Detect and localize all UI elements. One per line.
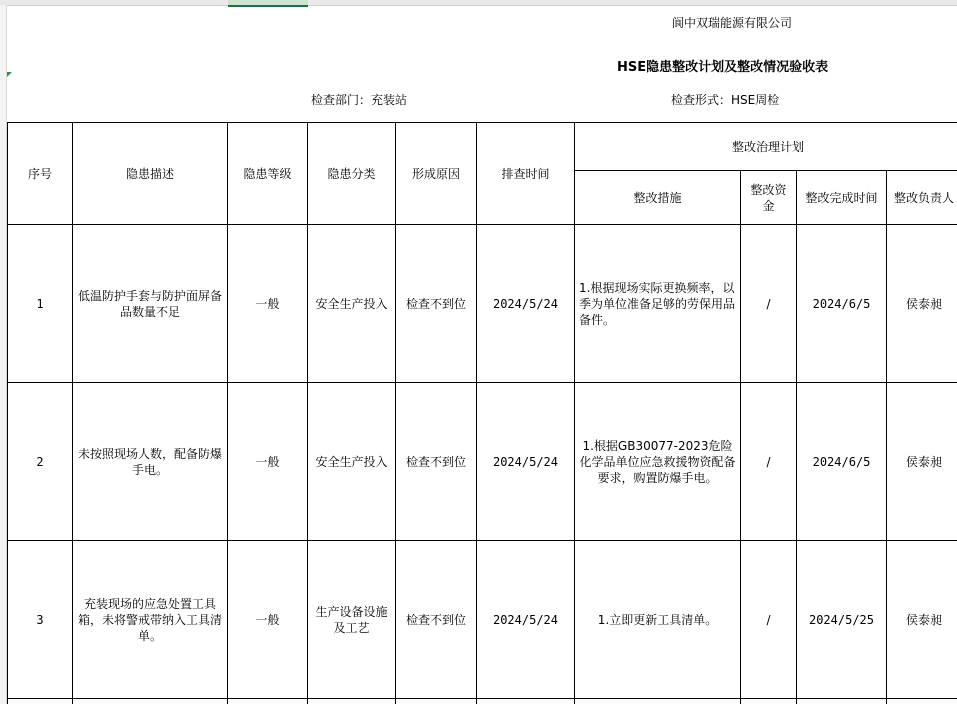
cell-empty[interactable] xyxy=(477,699,575,704)
cell-level[interactable]: 一般 xyxy=(228,383,308,541)
cell-comment-indicator xyxy=(7,72,12,77)
cell-desc[interactable]: 未按照现场人数，配备防爆手电。 xyxy=(73,383,228,541)
cell-seq[interactable]: 1 xyxy=(8,225,73,383)
cell-category[interactable]: 安全生产投入 xyxy=(308,383,396,541)
table-row-partial xyxy=(8,699,957,704)
table-row xyxy=(8,383,957,541)
table-row xyxy=(8,225,957,383)
header-plan[interactable]: 整改治理计划 xyxy=(575,123,957,171)
cell-empty[interactable] xyxy=(741,699,797,704)
header-date[interactable]: 排查时间 xyxy=(477,123,575,225)
header-desc[interactable]: 隐患描述 xyxy=(73,123,228,225)
inspection-department: 检查部门：充装站 xyxy=(311,93,408,107)
cell-fund[interactable]: / xyxy=(741,541,797,699)
cell-fund[interactable]: / xyxy=(741,225,797,383)
cell-owner[interactable]: 侯泰昶 xyxy=(887,541,957,699)
cell-empty[interactable] xyxy=(8,699,73,704)
cell-date[interactable]: 2024/5/24 xyxy=(477,541,575,699)
header-fund[interactable]: 整改资金 xyxy=(741,171,797,225)
header-deadline[interactable]: 整改完成时间 xyxy=(797,171,887,225)
cell-cause[interactable]: 检查不到位 xyxy=(396,541,477,699)
cell-empty[interactable] xyxy=(797,699,887,704)
cell-measure[interactable]: 1.立即更新工具清单。 xyxy=(575,541,741,699)
cell-empty[interactable] xyxy=(228,699,308,704)
cell-seq[interactable]: 3 xyxy=(8,541,73,699)
header-category[interactable]: 隐患分类 xyxy=(308,123,396,225)
cell-owner[interactable]: 侯泰昶 xyxy=(887,225,957,383)
header-owner[interactable]: 整改负责人 xyxy=(887,171,957,225)
cell-cause[interactable]: 检查不到位 xyxy=(396,225,477,383)
cell-empty[interactable] xyxy=(575,699,741,704)
cell-category[interactable]: 生产设备设施及工艺 xyxy=(308,541,396,699)
selected-column-header[interactable] xyxy=(228,0,308,7)
cell-empty[interactable] xyxy=(887,699,957,704)
cell-owner[interactable]: 侯泰昶 xyxy=(887,383,957,541)
cell-cause[interactable]: 检查不到位 xyxy=(396,383,477,541)
cell-category[interactable]: 安全生产投入 xyxy=(308,225,396,383)
cell-measure[interactable]: 1.根据GB30077-2023危险化学品单位应急救援物资配备要求，购置防爆手电。 xyxy=(575,383,741,541)
cell-date[interactable]: 2024/5/24 xyxy=(477,225,575,383)
cell-deadline[interactable]: 2024/6/5 xyxy=(797,383,887,541)
cell-level[interactable]: 一般 xyxy=(228,541,308,699)
cell-empty[interactable] xyxy=(73,699,228,704)
cell-desc[interactable]: 低温防护手套与防护面屏备品数量不足 xyxy=(73,225,228,383)
table-row xyxy=(8,541,957,699)
column-header-bar[interactable] xyxy=(0,0,957,6)
cell-fund[interactable]: / xyxy=(741,383,797,541)
cell-empty[interactable] xyxy=(308,699,396,704)
hazard-table xyxy=(7,122,957,704)
inspection-form: 检查形式：HSE周检 xyxy=(671,93,780,107)
cell-deadline[interactable]: 2024/6/5 xyxy=(797,225,887,383)
header-measure[interactable]: 整改措施 xyxy=(575,171,741,225)
cell-deadline[interactable]: 2024/5/25 xyxy=(797,541,887,699)
row-header-bar[interactable] xyxy=(0,5,7,704)
cell-level[interactable]: 一般 xyxy=(228,225,308,383)
cell-date[interactable]: 2024/5/24 xyxy=(477,383,575,541)
cell-measure[interactable]: 1.根据现场实际更换频率，以季为单位准备足够的劳保用品备件。 xyxy=(575,225,741,383)
cell-desc[interactable]: 充装现场的应急处置工具箱，未将警戒带纳入工具清单。 xyxy=(73,541,228,699)
header-seq[interactable]: 序号 xyxy=(8,123,73,225)
cell-empty[interactable] xyxy=(396,699,477,704)
cell-seq[interactable]: 2 xyxy=(8,383,73,541)
header-level[interactable]: 隐患等级 xyxy=(228,123,308,225)
header-row-1 xyxy=(8,123,957,171)
company-name: 阆中双瑞能源有限公司 xyxy=(672,16,793,30)
sheet-title: HSE隐患整改计划及整改情况验收表 xyxy=(617,60,829,75)
header-cause[interactable]: 形成原因 xyxy=(396,123,477,225)
